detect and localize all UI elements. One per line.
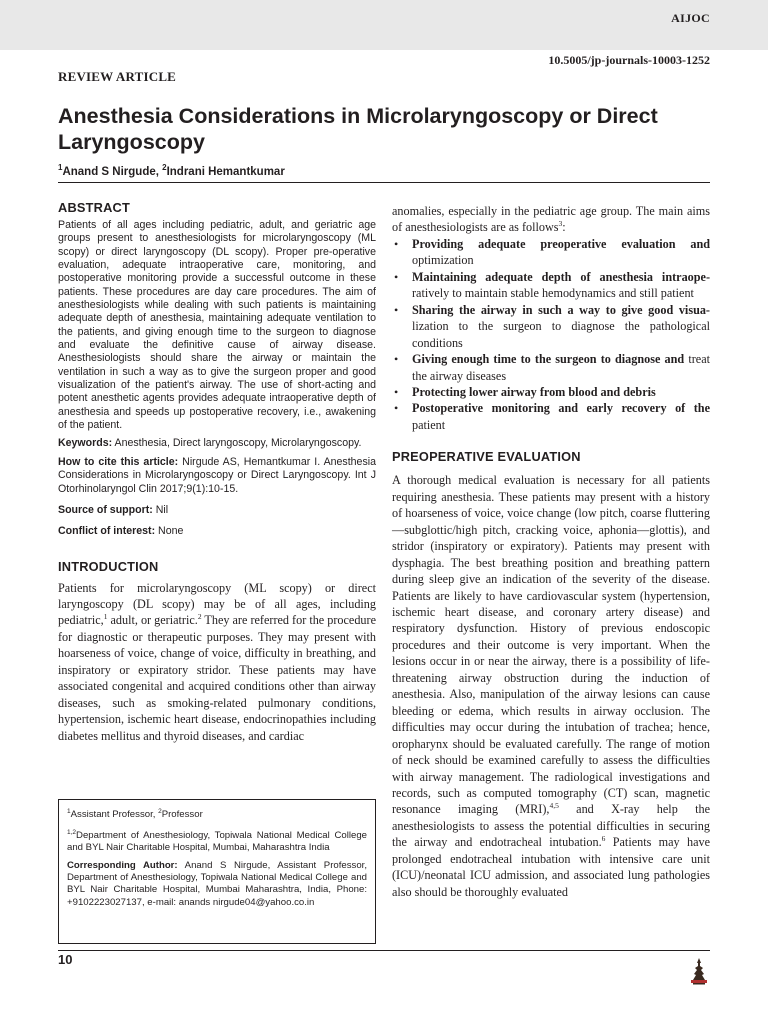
footer-divider	[58, 950, 710, 951]
department-text: Department of Anesthesiology, Topiwala National Medical College and BYL Nair Charitable Hospital, Mumbai, Maharashtra India	[67, 829, 367, 854]
support-text: Nil	[152, 503, 169, 516]
list-item	[392, 236, 710, 269]
doi[interactable]: 10.5005/jp-journals-10003-1252	[548, 53, 710, 67]
aim-bold: Postoperative monitoring and early recovery of the	[412, 401, 710, 416]
affil-text: Professor	[161, 809, 203, 821]
affil-sup: 1	[67, 808, 71, 815]
aim-bold: Giving enough time to the surgeon to diagnose and	[412, 352, 685, 367]
list-item	[392, 384, 710, 400]
aim-rest: ratively to maintain stable hemodynamics and still patient	[412, 286, 694, 301]
citation-ref[interactable]: 3	[558, 219, 563, 229]
keywords	[58, 437, 376, 450]
article-type: REVIEW ARTICLE	[58, 69, 177, 84]
preoperative-heading: PREOPERATIVE EVALUATION	[392, 449, 581, 465]
corresponding-label: Corresponding Author:	[67, 859, 178, 871]
citation-ref[interactable]: 1	[103, 612, 108, 622]
right-column	[392, 203, 710, 900]
aim-rest: optimization	[412, 253, 474, 268]
preop-text-3: Patients may have prolonged endotracheal intubation with intensive care unit (ICU)/neonatal ICU admission, and associated lung pathologies also should be thoroughly evaluated	[392, 835, 710, 899]
author1-name: Anand S Nirgude,	[62, 165, 163, 178]
article-title: Anesthesia Considerations in Microlaryngoscopy or Direct Laryngoscopy	[58, 104, 658, 154]
aim-bold: Providing adequate preoperative evaluation and	[412, 236, 710, 251]
continued-text: anomalies, especially in the pediatric age group. The main aims of anesthesiologists are as follows	[392, 204, 710, 235]
continued-colon: :	[562, 220, 566, 235]
keywords-label: Keywords:	[58, 436, 113, 449]
header-bar	[0, 0, 768, 50]
aim-rest: lization to the surgeon to diagnose the pathological conditions	[412, 319, 710, 350]
department	[67, 827, 367, 855]
affil-text: Assistant Professor,	[70, 809, 159, 821]
author2-affil: 2	[162, 163, 167, 172]
cite-text: Nirgude AS, Hemantkumar I. Anesthesia Considerations in Microlaryngoscopy or Direct Laryngoscopy. Int J Otorhinolaryngol Clin 2017;9(1):10-15.	[58, 455, 376, 495]
corresponding-text: Anand S Nirgude, Assistant Professor, Department of Anesthesiology, Topiwala National Medical College and BYL Nair Charitable Hospital, Mumbai Maharashtra, India, Phone: +9102223027137, e-mail: anands nirgude04@yahoo.co.in	[67, 859, 367, 908]
left-column	[58, 200, 376, 744]
introduction-heading: INTRODUCTION	[58, 558, 159, 574]
author1-affil: 1	[58, 163, 63, 172]
page-number: 10	[58, 952, 73, 967]
abstract-heading: ABSTRACT	[58, 200, 130, 215]
intro-text-3: They are referred for the procedure for diagnostic or therapeutic purposes. They may present with hoarseness of voice, change of voice, difficulty in breathing, and inspiratory or expiratory stridor. These patients may have associated congenital and acquired conditions other than airway diseases, such as smoking-related pulmonary conditions, hypertension, ischemic heart disease, endocrinopathies including diabetes mellitus and thyroid diseases, and cardiac	[58, 613, 376, 743]
citation-ref[interactable]: 2	[197, 612, 202, 622]
support-label: Source of support:	[58, 503, 153, 516]
how-to-cite	[58, 456, 376, 496]
preop-text-2: and X-ray help the anesthesiologists to assess the potential difficulties in securing the airway and endotracheal intubation.	[392, 802, 710, 850]
list-item	[392, 351, 710, 384]
coi-text: None	[155, 525, 184, 538]
publisher-logo-icon	[688, 956, 710, 986]
aim-bold: Maintaining adequate depth of anesthesia intraope-	[412, 269, 710, 284]
aims-list	[392, 236, 710, 433]
list-item	[392, 269, 710, 302]
affiliation-box	[58, 799, 376, 944]
citation-ref[interactable]: 6	[601, 834, 606, 844]
keywords-text: Anesthesia, Direct laryngoscopy, Microlaryngoscopy.	[112, 436, 362, 449]
author-line	[58, 163, 285, 178]
continued-paragraph	[392, 203, 710, 236]
coi-label: Conflict of interest:	[58, 525, 156, 538]
aim-rest: treat the airway diseases	[412, 352, 710, 383]
affil-sup: 1,2	[67, 828, 77, 836]
author2-name: Indrani Hemantkumar	[166, 165, 285, 178]
corresponding-author	[67, 860, 367, 910]
title-divider	[58, 182, 710, 183]
abstract-body: Patients of all ages including pediatric, adult, and geriatric age groups present to anesthesiologists for microlaryngoscopy (ML scopy) or direct laryngoscopy (DL scopy). Proper pre-operative evaluation, adequate intraoperative care, monitoring, and postoperative monitoring provide a successful outcome in these patients. These procedures are day care procedures. The aim of anesthesiologists while dealing with such patients is maintaining adequate depth of anesthesia, maintaining adequate ventilation to the patients, and giving enough time to the surgeon to diagnose and evaluate the definitive cause of airway disease. Anesthesiologists should share the airway or maintain the ventilation in such a way as to give the surgeon proper and good visualization of the patient's airway. The use of short-acting and potent anesthetic agents provides adequate intraoperative depth of anesthesia and speeds up postoperative recovery, i.e., awakening of the patient.	[58, 219, 376, 432]
conflict-of-interest	[58, 525, 376, 538]
list-item	[392, 400, 710, 433]
preop-text-1: A thorough medical evaluation is necessary for all patients requiring anesthesia. These patients may present with a history of hoarseness of voice, voice change (low pitch, coarse fluttering—subglottic/high pitch, cracking voice, aphonia—glottis), and stridor (inspiratory or expiratory). Patients may present with dysphagia. The best breathing position and breathing pattern during sleep give an indication of the severity of the disease. Patients are likely to have cardiovascular system (hypertension, ischemic heart disease, and coronary artery disease) and respiratory dysfunction. History of previous endoscopic procedures and their outcome is very important. When the lesions occur in or near the airway, there is a possibility of life-threatening airway obstruction during the induction of anesthesia. Also, manipulation of the airway lesions can cause bleeding or edema, which results in airway occlusion. The difficulties may occur during the intubation of trachea; hence, oropharynx should be evaluated carefully. The range of motion of neck should be examined carefully to assess the difficulties with airway management. The radiological investigations and records, such as computed tomography (CT) scan, magnetic resonance imaging (MRI),	[392, 473, 710, 817]
intro-text-1: Patients for microlaryngoscopy (ML scopy) or direct laryngoscopy (DL scopy) may be of all ages, including pediatric,	[58, 580, 376, 628]
affil-sup: 2	[158, 808, 162, 815]
aim-bold: Protecting lower airway from blood and debris	[412, 384, 656, 399]
cite-label: How to cite this article:	[58, 455, 179, 468]
preoperative-paragraph	[392, 472, 710, 900]
introduction-paragraph	[58, 580, 376, 745]
list-item	[392, 302, 710, 351]
intro-text-2: adult, or geriatric.	[107, 613, 198, 628]
citation-ref[interactable]: 4,5	[549, 801, 559, 811]
aim-rest: patient	[412, 417, 446, 432]
source-of-support	[58, 504, 376, 517]
aim-bold: Sharing the airway in such a way to give good visua-	[412, 302, 710, 317]
author-positions	[67, 806, 367, 822]
journal-name: AIJOC	[671, 11, 710, 25]
